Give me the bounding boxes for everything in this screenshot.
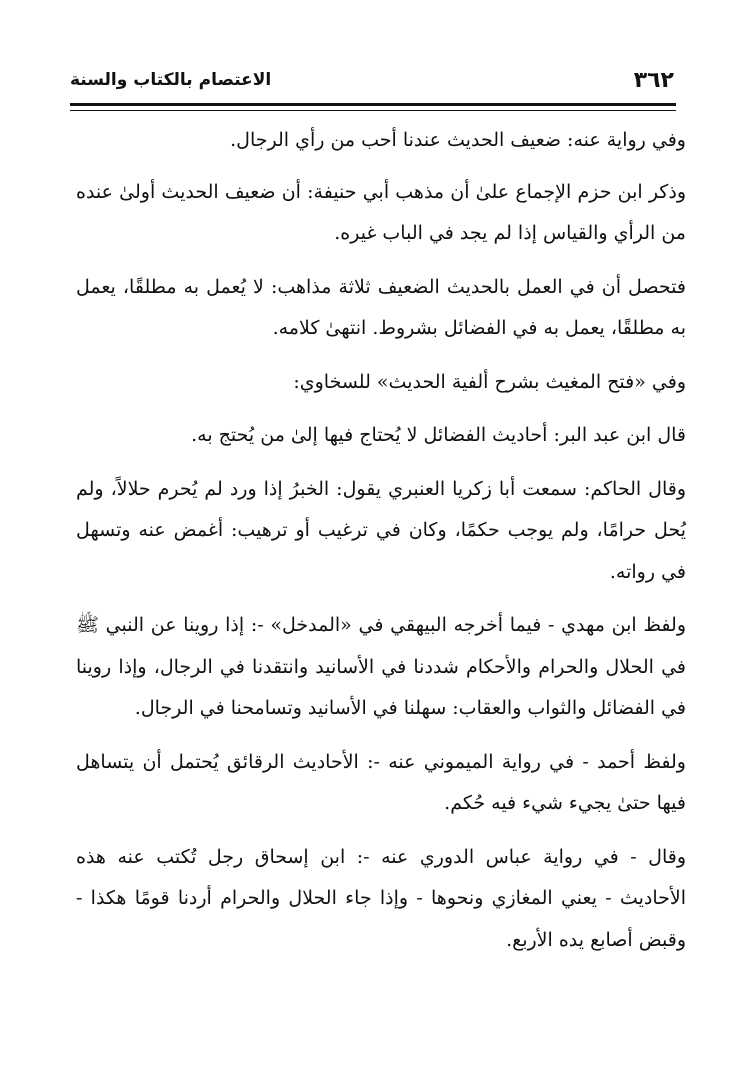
page-body [76, 120, 686, 973]
paragraph: قال ابن عبد البر: أحاديث الفضائل لا يُحتاج فيها إلىٰ من يُحتج به. [191, 424, 686, 446]
paragraph: وذكر ابن حزم الإجماع علىٰ أن مذهب أبي حنيفة: أن ضعيف الحديث أولىٰ عنده من الرأي والقياس إذا لم يجد في الباب غيره. [76, 180, 686, 244]
page-header [70, 66, 674, 98]
running-title: الاعتصام بالكتاب والسنة [70, 70, 272, 90]
paragraph: ولفظ أحمد - في رواية الميموني عنه -: الأحاديث الرقائق يُحتمل أن يتساهل فيها حتىٰ يجيء شيء فيه حُكم. [76, 750, 686, 814]
header-rule [70, 103, 676, 111]
paragraph: وفي رواية عنه: ضعيف الحديث عندنا أحب من رأي الرجال. [230, 129, 686, 151]
paragraph: وفي «فتح المغيث بشرح ألفية الحديث» للسخاوي: [293, 370, 686, 393]
paragraph: فتحصل أن في العمل بالحديث الضعيف ثلاثة مذاهب: لا يُعمل به مطلقًا، يعمل به مطلقًا، يعمل به في الفضائل بشروط. انتهىٰ كلامه. [76, 275, 686, 339]
paragraph: وقال الحاكم: سمعت أبا زكريا العنبري يقول: الخبرُ إذا ورد لم يُحرم حلالاً، ولم يُحل حرامًا، ولم يوجب حكمًا، وكان في ترغيب أو ترهيب: أغمض عنه وتسهل في رواته. [76, 477, 686, 583]
paragraph: ولفظ ابن مهدي - فيما أخرجه البيهقي في «المدخل» -: إذا روينا عن النبي ﷺ في الحلال والحرام والأحكام شددنا في الأسانيد وانتقدنا في الرجال، وإذا روينا في الفضائل والثواب والعقاب: سهلنا في الأسانيد وتسامحنا في الرجال. [76, 614, 686, 719]
paragraph: وقال - في رواية عباس الدوري عنه -: ابن إسحاق رجل تُكتب عنه هذه الأحاديث - يعني المغازي ونحوها - وإذا جاء الحلال والحرام أردنا قومًا هكذا - وقبض أصابع يده الأربع. [76, 845, 686, 951]
page-number: ٣٦٢ [633, 68, 674, 93]
